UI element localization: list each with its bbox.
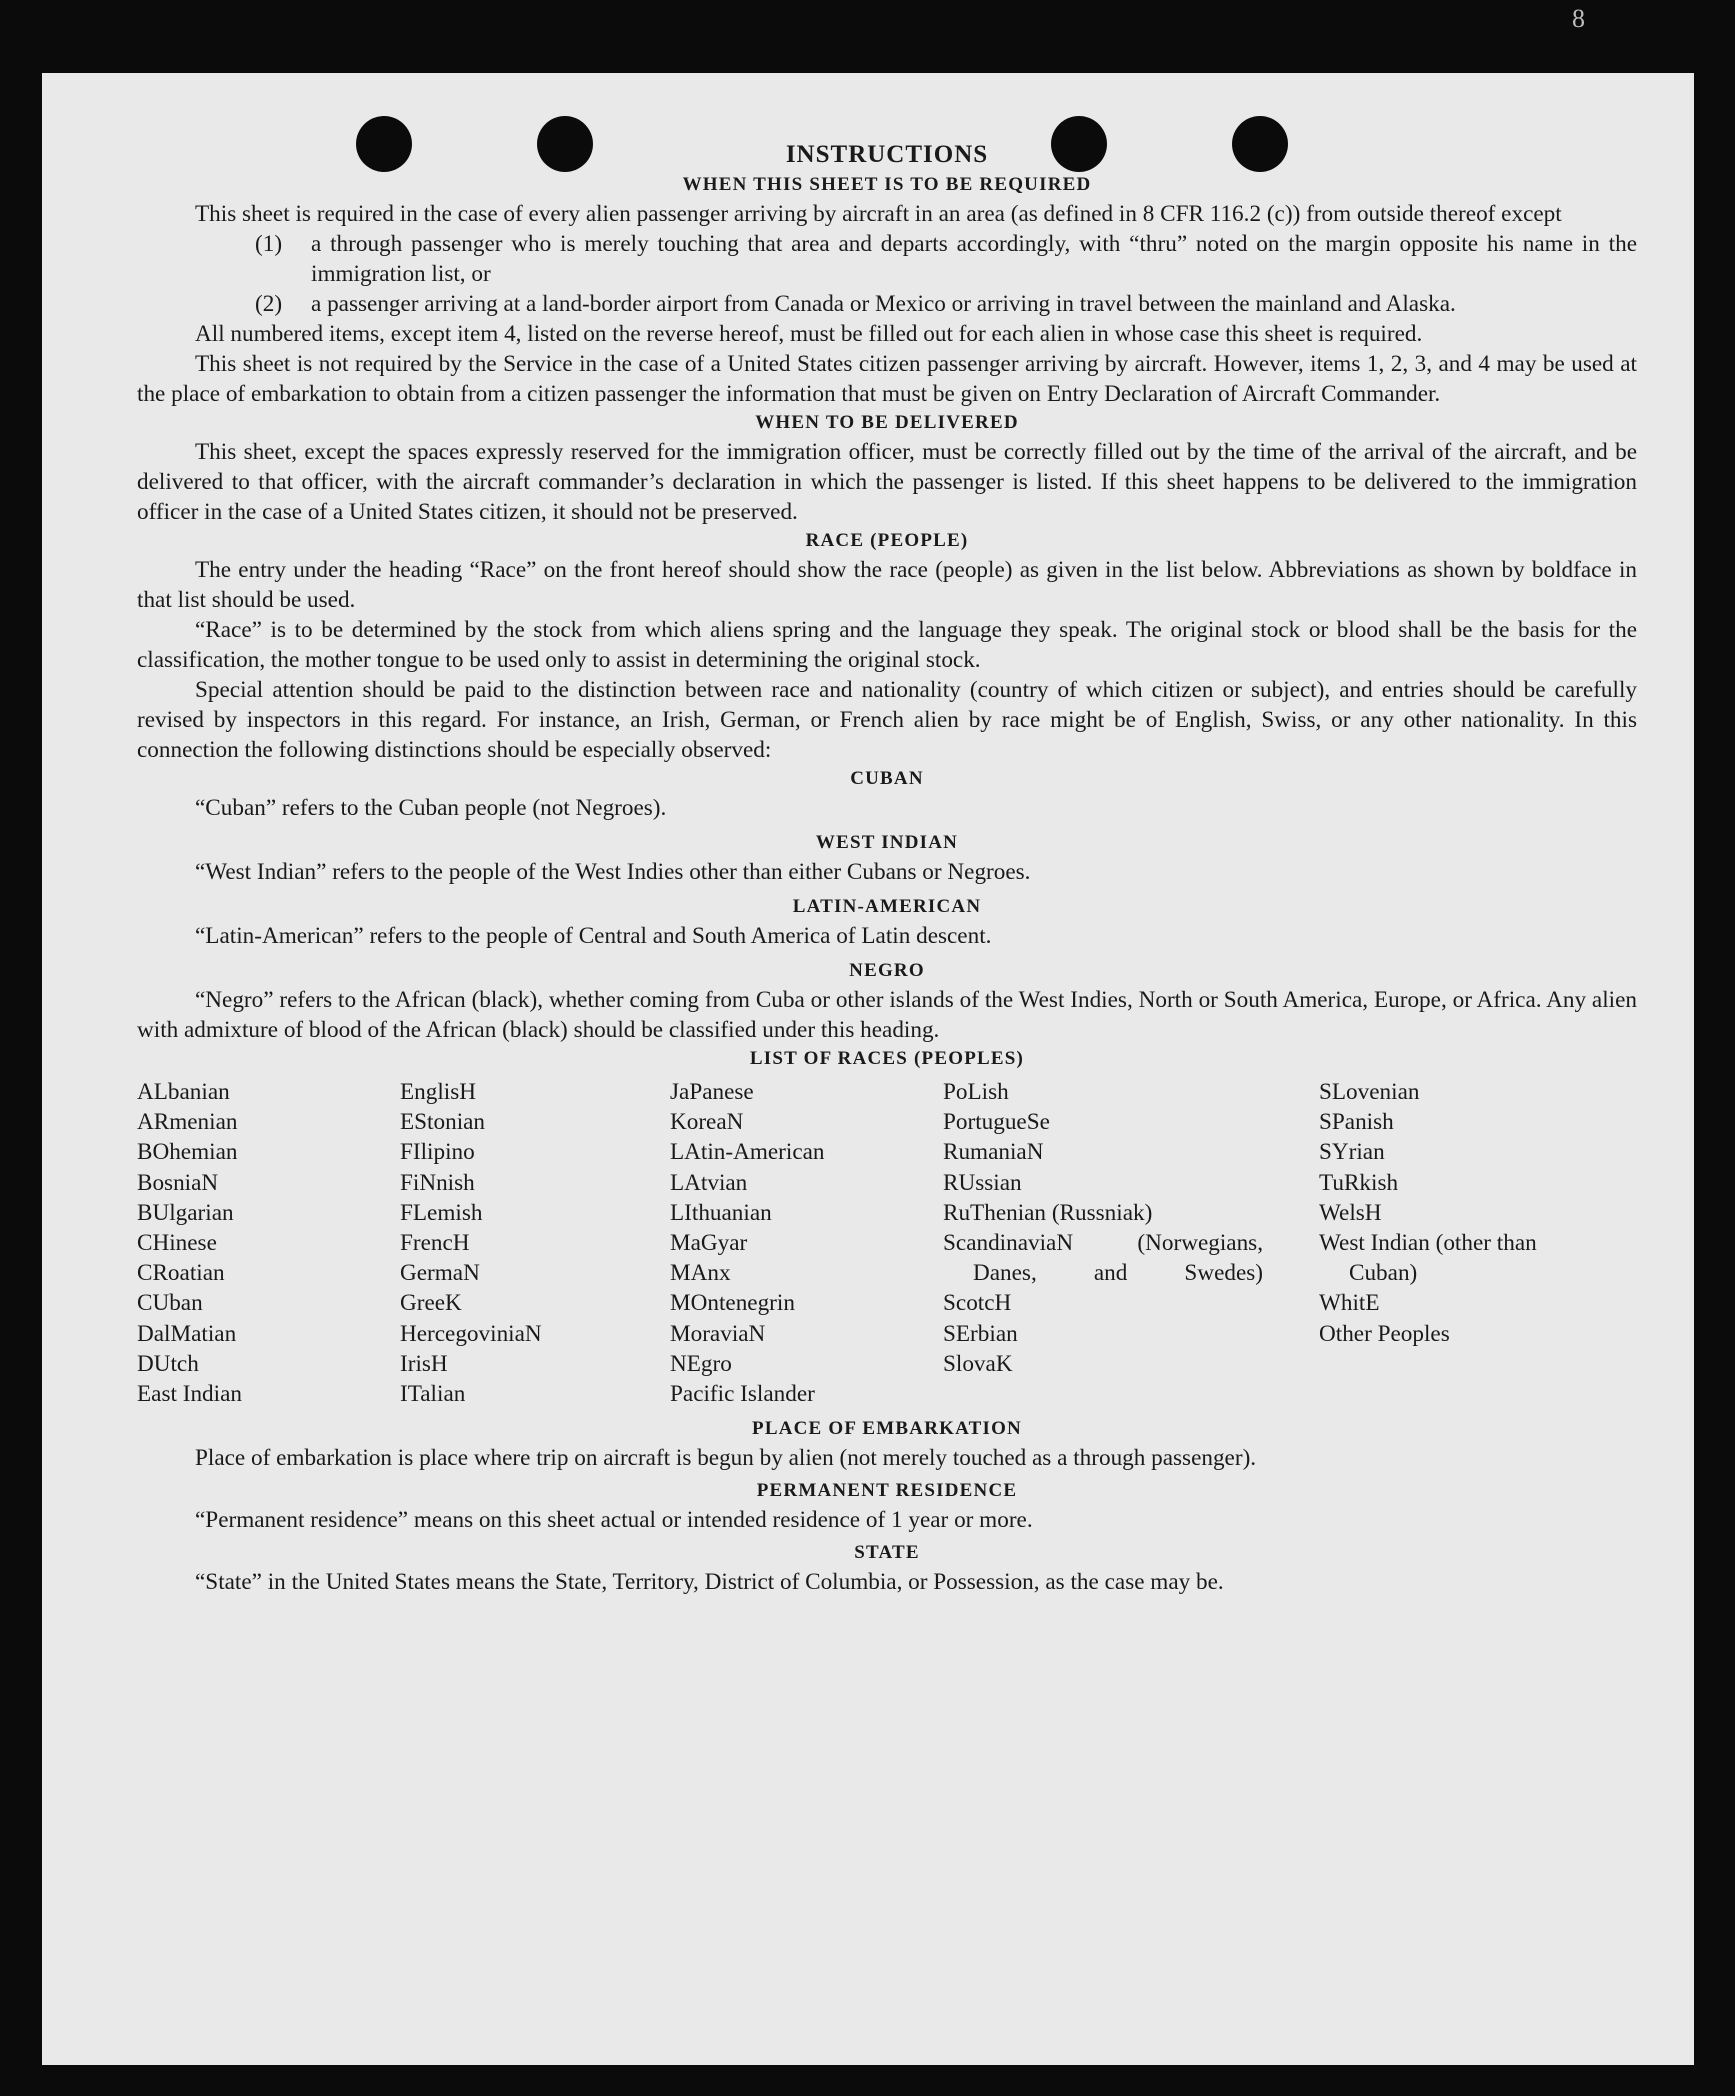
- race-entry: BOhemian: [137, 1139, 238, 1166]
- race-entry: CUban: [137, 1290, 203, 1317]
- section-heading-race: RACE (PEOPLE): [805, 530, 969, 551]
- race-entry: DUtch: [137, 1350, 199, 1377]
- section-heading-residence: PERMANENT RESIDENCE: [756, 1480, 1018, 1502]
- race-entry: ScotcH: [943, 1290, 1012, 1317]
- list-item: [137, 229, 1637, 289]
- race-entry: DalMatian: [137, 1320, 237, 1347]
- race-entry: RUssian: [943, 1169, 1022, 1196]
- races-list: [137, 1077, 1637, 1409]
- paragraph: Special attention should be paid to the distinction between race and nationality (country of which citizen or subject), and entries should be carefully revised by inspectors in this regard. For instance, an Irish, German, or French alien by race might be of English, Swiss, or any other nationality. In this connection the following distinctions should be especially observed:: [137, 677, 1637, 763]
- race-entry: SLovenian: [1319, 1079, 1420, 1105]
- race-entry: SlovaK: [943, 1350, 1013, 1377]
- list-item: [137, 289, 1637, 319]
- paragraph: “Negro” refers to the African (black), whether coming from Cuba or other islands of the West Indies, North or South America, Europe, or Africa. Any alien with admixture of blood of the African (black) should be classified under this heading.: [137, 987, 1637, 1043]
- item-number: (1): [255, 231, 283, 257]
- paragraph: “Latin-American” refers to the people of Central and South America of Latin descent.: [195, 923, 992, 949]
- race-entry: CHinese: [137, 1230, 217, 1257]
- race-entry: MoraviaN: [670, 1320, 766, 1347]
- section-heading-west-indian: WEST INDIAN: [815, 832, 959, 853]
- paragraph: “West Indian” refers to the people of the West Indies other than either Cubans or Negroes.: [195, 859, 1031, 885]
- race-entry: FIlipino: [400, 1139, 475, 1166]
- races-column: [137, 1077, 400, 1409]
- race-entry: NEgro: [670, 1350, 732, 1377]
- race-entry: CRoatian: [137, 1260, 225, 1287]
- race-entry: ScandinaviaN (Norwegians, Danes, and Swedes): [943, 1230, 1263, 1287]
- paragraph: Place of embarkation is place where trip on aircraft is begun by alien (not merely touched as a through passenger).: [195, 1445, 1257, 1472]
- section-heading-required: WHEN THIS SHEET IS TO BE REQUIRED: [682, 174, 1092, 195]
- race-entry: Other Peoples: [1319, 1320, 1450, 1347]
- race-entry: BUlgarian: [137, 1199, 234, 1226]
- race-entry: KoreaN: [670, 1109, 744, 1136]
- page-title: INSTRUCTIONS: [785, 141, 989, 168]
- race-entry: IrisH: [400, 1350, 448, 1377]
- race-entry: FLemish: [400, 1199, 483, 1226]
- race-entry: HercegoviniaN: [400, 1320, 542, 1347]
- item-number: (2): [255, 291, 283, 317]
- races-column: [943, 1077, 1319, 1409]
- paragraph: This sheet is required in the case of every alien passenger arriving by aircraft in an area (as defined in 8 CFR 116.2 (c)) from outside thereof except: [195, 201, 1562, 227]
- race-entry: MAnx: [670, 1260, 731, 1287]
- paragraph: This sheet is not required by the Service in the case of a United States citizen passenger arriving by aircraft. However, items 1, 2, 3, and 4 may be used at the place of embarkation to obtain from a citizen passenger the information that must be given on Entry Declaration of Aircraft Commander.: [137, 351, 1637, 407]
- race-entry: RuThenian (Russniak): [943, 1199, 1153, 1226]
- race-entry: RumaniaN: [943, 1139, 1044, 1166]
- section-heading-latin-american: LATIN-AMERICAN: [792, 896, 982, 917]
- paragraph: “State” in the United States means the State, Territory, District of Columbia, or Possession, as the case may be.: [195, 1569, 1224, 1596]
- race-entry: FiNnish: [400, 1169, 475, 1196]
- section-heading-negro: NEGRO: [849, 960, 925, 981]
- race-entry: GermaN: [400, 1260, 480, 1287]
- race-entry: SPanish: [1319, 1109, 1394, 1136]
- corner-mark: 8: [1572, 4, 1585, 33]
- paragraph: “Permanent residence” means on this sheet actual or intended residence of 1 year or more.: [195, 1507, 1033, 1534]
- race-entry: LAtvian: [670, 1169, 748, 1196]
- race-entry: WhitE: [1319, 1290, 1380, 1317]
- race-entry: PoLish: [943, 1079, 1009, 1105]
- section-heading-cuban: CUBAN: [850, 768, 924, 789]
- race-entry: West Indian (other than Cuban): [1319, 1230, 1537, 1287]
- section-heading-state: STATE: [854, 1542, 920, 1564]
- races-column: [670, 1077, 943, 1409]
- race-entry: MOntenegrin: [670, 1290, 795, 1317]
- race-entry: East Indian: [137, 1381, 242, 1408]
- section-heading-races-list: LIST OF RACES (PEOPLES): [749, 1048, 1025, 1069]
- race-entry: EStonian: [400, 1109, 486, 1136]
- race-entry: JaPanese: [670, 1079, 754, 1105]
- document-page: [42, 73, 1694, 2065]
- race-entry: SErbian: [943, 1320, 1018, 1347]
- paragraph: This sheet, except the spaces expressly reserved for the immigration officer, must be correctly filled out by the time of the arrival of the aircraft, and be delivered to that officer, with the aircraft commander’s declaration in which the passenger is listed. If this sheet happens to be delivered to the immigration officer in the case of a United States citizen, it should not be preserved.: [137, 439, 1637, 525]
- section-heading-embarkation: PLACE OF EMBARKATION: [752, 1418, 1022, 1440]
- race-entry: ARmenian: [137, 1109, 238, 1136]
- race-entry: FrencH: [400, 1230, 470, 1257]
- item-text: a passenger arriving at a land-border airport from Canada or Mexico or arriving in travel between the mainland and Alaska.: [311, 291, 1456, 317]
- race-entry: WelsH: [1319, 1199, 1382, 1226]
- race-entry: PortugueSe: [943, 1109, 1050, 1136]
- instructions-content: [137, 139, 1637, 1597]
- paragraph: The entry under the heading “Race” on the front hereof should show the race (people) as given in the list below. Abbreviations as shown by boldface in that list should be used.: [137, 557, 1637, 613]
- race-entry: SYrian: [1319, 1139, 1385, 1166]
- paragraph: “Race” is to be determined by the stock from which aliens spring and the language they speak. The original stock or blood shall be the basis for the classification, the mother tongue to be used only to assist in determining the original stock.: [137, 617, 1637, 673]
- race-entry: LAtin-American: [670, 1139, 825, 1166]
- race-entry: GreeK: [400, 1290, 462, 1317]
- race-entry: MaGyar: [670, 1230, 748, 1257]
- race-entry: BosniaN: [137, 1169, 219, 1196]
- paragraph: “Cuban” refers to the Cuban people (not Negroes).: [195, 795, 667, 821]
- race-entry: EnglisH: [400, 1079, 477, 1105]
- race-entry: LIthuanian: [670, 1199, 772, 1226]
- item-text: a through passenger who is merely touching that area and departs accordingly, with “thru” noted on the margin opposite his name in the immigration list, or: [311, 231, 1637, 287]
- race-entry: TuRkish: [1319, 1169, 1399, 1196]
- races-column: [400, 1077, 670, 1409]
- race-entry: ALbanian: [137, 1079, 230, 1105]
- paragraph: All numbered items, except item 4, listed on the reverse hereof, must be filled out for each alien in whose case this sheet is required.: [195, 321, 1423, 347]
- section-heading-delivered: WHEN TO BE DELIVERED: [755, 412, 1019, 433]
- race-entry: ITalian: [400, 1381, 466, 1408]
- race-entry: Pacific Islander: [670, 1381, 815, 1408]
- races-column: [1319, 1077, 1637, 1409]
